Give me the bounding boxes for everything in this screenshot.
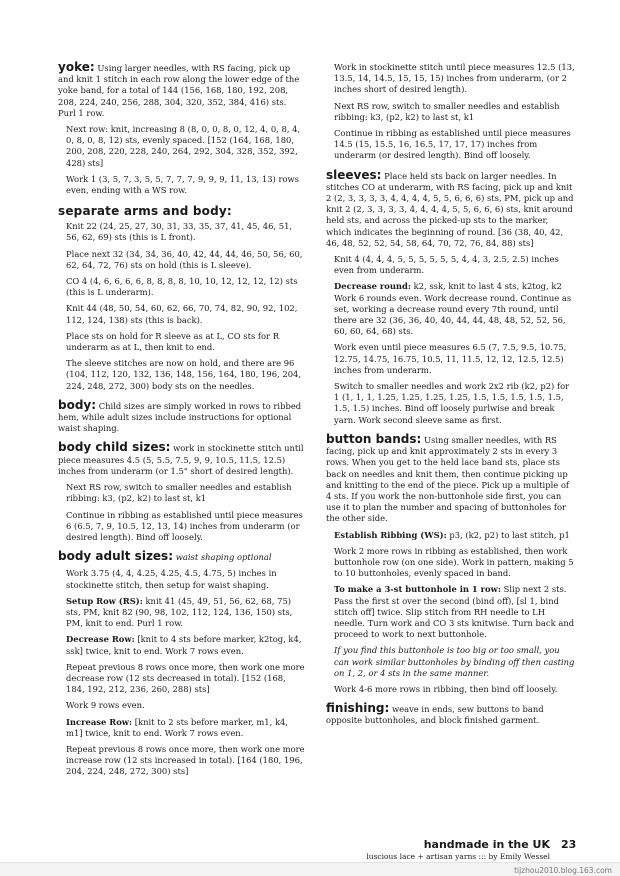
section-heading: yoke: [58,60,95,74]
paragraph [58,596,306,630]
paragraph [326,584,576,640]
section-heading: body: [58,397,97,412]
section [58,62,306,196]
paragraph [326,546,576,580]
paragraph [326,254,576,276]
paragraph-text: Work 3.75 (4, 4, 4.25, 4.25, 4.5, 4.75, 5) inches in stockinette stitch, then setup for waist shaping. [66,568,277,590]
paragraph [58,249,306,271]
paragraph-text: Work in stockinette stitch until piece measures 12.5 (13, 13.5, 14, 14.5, 15, 15, 15) inches from underarm, (or 2 inches short of desired length). [334,62,575,95]
paragraph-text: p3, (k2, p2) to last stitch, p1 [449,529,570,540]
paragraph [58,331,306,353]
section [326,703,576,726]
paragraph-text: Repeat previous 8 rows once more, then work one more increase row (12 sts increased in total). [164 (180, 196, 204, 224, 248, 272, 300) sts] [66,743,305,777]
paragraph [58,174,306,196]
section [58,204,306,392]
paragraph-text: Slip next 2 sts. Pass the first st over the second (bind off), [sl 1, bind stitch off] twice. Slip stitch from RH needle to LH needle. Turn work and CO 3 sts knitwise. Turn back and proceed to work to next buttonhole. [334,584,575,640]
paragraph [326,431,576,525]
paragraph-text: Next RS row, switch to smaller needles and establish ribbing: k3, (p2, k2) to last st, k1 [66,482,292,504]
step-label: To make a 3-st buttonhole in 1 row: [334,584,501,595]
step-label: Increase Row: [66,716,133,727]
paragraph-text: Place next 32 (34, 34, 36, 40, 42, 44, 44, 46, 50, 56, 60, 62, 64, 72, 76) sts on hold (this is L sleeve). [66,248,303,270]
paragraph-text: CO 4 (4, 6, 6, 6, 6, 8, 8, 8, 8, 10, 10, 12, 12, 12, 12) sts (this is L underarm). [66,276,298,298]
paragraph-text: [knit to 4 sts before marker, k2tog, k4, ssk] twice, knit to end. Work 7 rows even. [66,634,302,656]
section [326,431,576,695]
section [58,442,306,543]
paragraph-text: k2, ssk, knit to last 4 sts, k2tog, k2 Work 6 rounds even. Work decrease round. Continue as set, working a decrease round every 7th round, until there are 32 (36, 36, 40, 40, 44, 44, 48, 48, 52, 52, 56, 60, 60, 64, 68) sts. [334,281,572,337]
paragraph-text: weave in ends, sew buttons to band opposite buttonholes, and block finished garment. [326,704,544,726]
paragraph [58,634,306,656]
step-label: Setup Row (RS): [66,595,143,606]
section-heading: body adult sizes: [58,549,174,564]
paragraph-text: Place sts on hold for R sleeve as at L, CO sts for R underarm as at L, then knit to end. [66,330,280,353]
paragraph [58,482,306,504]
paragraph [326,281,576,337]
footer-title: handmade in the UK [423,838,550,851]
paragraph-text: Continue in ribbing as established until piece measures 14.5 (15, 15.5, 16, 16.5, 17, 17, 17) inches from underarm (or desired length). Bind off loosely. [334,128,571,161]
paragraph [58,221,306,243]
paragraph-text: knit 41 (45, 49, 51, 56, 62, 68, 75) sts, PM, knit 82 (90, 98, 102, 112, 124, 136, 150) sts, PM, knit to end. Purl 1 row. [66,595,293,629]
watermark: tijzhou2010.blog.163.com [514,866,612,875]
section [58,397,306,435]
paragraph [58,744,306,778]
paragraph [58,303,306,325]
paragraph-text: work in stockinette stitch until piece measures 4.5 (5, 5.5, 7.5, 9, 9, 10.5, 11.5, 12.5) inches from underarm (or 1.5" short of desired length). [58,443,304,476]
step-label: Decrease round: [334,281,411,292]
section-heading: button bands: [326,431,422,446]
paragraph-text: Knit 4 (4, 4, 4, 5, 5, 5, 5, 5, 5, 4, 4, 3, 2.5, 2.5) inches even from underarm. [334,254,559,276]
paragraph [326,530,576,541]
paragraph [58,717,306,739]
paragraph-text: Child sizes are simply worked in rows to ribbed hem, while adult sizes include instructions for optional waist shaping. [58,400,302,434]
section-heading: separate arms and body: [58,204,232,219]
section-heading: body child sizes: [58,440,171,455]
paragraph-text: Work 2 more rows in ribbing as established, then work buttonhole row (on one side). Work in pattern, making 5 to 10 buttonholes, evenly spaced in band. [334,545,574,579]
paragraph-text: Work 1 (3, 5, 7, 3, 5, 5, 7, 7, 7, 9, 9, 9, 11, 13, 13) rows even, ending with a WS row. [66,173,299,196]
paragraph [326,381,576,426]
step-label: Establish Ribbing (WS): [334,529,447,540]
paragraph [58,358,306,392]
left-column [58,62,306,783]
paragraph [58,700,306,711]
paragraph-text: Knit 22 (24, 25, 27, 30, 31, 33, 35, 37, 41, 45, 46, 51, 56, 62, 69) sts (this is L front). [66,221,293,243]
paragraph-text: Work 9 rows even. [66,700,145,711]
paragraph [326,703,576,726]
paragraph [58,568,306,590]
right-column [326,62,576,732]
footer-subtitle: luscious lace + artisan yarns ::: by Emily Wessel [366,852,550,861]
paragraph-text: Next RS row, switch to smaller needles and establish ribbing: k3, (p2, k2) to last st, k1 [334,100,560,122]
paragraph [58,276,306,298]
paragraph-text: Using smaller needles, with RS facing, pick up and knit approximately 2 sts in every 3 rows. When you get to the held lace band sts, place sts back on needles and knit them, then continue picking up and knitting to the end of the piece. Pick up a multiple of 4 sts. If you work the non-buttonhole side first, you can use it to plan the number and spacing of buttonholes for the other side. [326,434,570,524]
paragraph-text: Place held sts back on larger needles. In stitches CO at underarm, with RS facing, pick up and knit 2 (2, 3, 3, 3, 3, 4, 4, 4, 4, 5, 5, 6, 6, 6) sts, PM, pick up and knit 2 (2, 3, 3, 3, 3, 4, 4, 4, 4, 5, 5, 6, 6, 6) sts, knit around held sts, and across the picked-up sts to the marker, which indicates the beginning of round. [36 (38, 40, 42, 46, 48, 52, 52, 54, 58, 64, 70, 72, 76, 84, 88) sts] [326,170,574,248]
paragraph [58,397,306,435]
paragraph-text: Switch to smaller needles and work 2x2 rib (k2, p2) for 1 (1, 1, 1, 1.25, 1.25, 1.25, 1.25, 1.5, 1.5, 1.5, 1.5, 1.5, 1.5, 1.5) inches. Bind off loosely purlwise and break yarn. Work second sleeve same as first. [334,381,570,425]
paragraph-text: Work 4-6 more rows in ribbing, then bind off loosely. [334,683,558,694]
page-number: 23 [561,838,577,851]
paragraph [58,662,306,696]
paragraph-text: If you find this buttonhole is too big or too small, you can work similar buttonholes by binding off then casting on 1, 2, or 4 sts in the same manner. [334,645,575,678]
section [58,551,306,777]
paragraph-text: waist shaping optional [175,552,272,563]
paragraph-text: Work even until piece measures 6.5 (7, 7.5, 9.5, 10.75, 12.75, 14.75, 16.75, 10.5, 11, 11.5, 12, 12, 12.5, 12.5) inches from underarm. [334,342,567,375]
section-heading: sleeves: [326,167,382,182]
paragraph [58,442,306,477]
section [326,167,576,426]
paragraph [326,128,576,162]
paragraph-text: Repeat previous 8 rows once more, then work one more decrease row (12 sts decreased in total). [152 (168, 184, 192, 212, 236, 260, 288) sts] [66,661,305,695]
section [326,62,576,162]
paragraph [58,124,306,169]
paragraph [326,342,576,376]
section-heading: finishing: [326,701,390,716]
paragraph [326,167,576,249]
paragraph [326,645,576,679]
paragraph-text: Knit 44 (48, 50, 54, 60, 62, 66, 70, 74, 82, 90, 92, 102, 112, 124, 138) sts (this is back). [66,303,298,325]
paragraph [326,101,576,123]
paragraph [326,684,576,695]
paragraph-text: Continue in ribbing as established until piece measures 6 (6.5, 7, 9, 10.5, 12, 13, 14) inches from underarm (or desired length). Bind off loosely. [66,509,303,542]
watermark-bar [0,862,620,876]
paragraph-text: Next row: knit, increasing 8 (8, 0, 0, 8, 0, 12, 4, 0, 8, 4, 0, 8, 0, 8, 12) sts, evenly spaced. [152 (164, 168, 180, 200, 208, 220, 228, 240, 264, 292, 304, 328, 352, 392, 428) sts] [66,124,301,168]
paragraph [326,62,576,96]
paragraph [58,62,306,119]
step-label: Decrease Row: [66,634,135,645]
paragraph-text: Using larger needles, with RS facing, pick up and knit 1 stitch in each row along the lower edge of the yoke band, for a total of 144 (156, 168, 180, 192, 208, 208, 224, 240, 256, 288, 304, 320, 352, 384, 416) sts. Purl 1 row. [58,63,300,118]
paragraph [58,510,306,544]
paragraph [58,551,306,563]
paragraph-text: The sleeve stitches are now on hold, and there are 96 (104, 112, 120, 132, 136, 148, 156, 164, 180, 196, 204, 224, 248, 272, 300) body sts on the needles. [66,358,302,391]
paragraph-text: [knit to 2 sts before marker, m1, k4, m1] twice, knit to end. Work 7 rows even. [66,716,289,738]
